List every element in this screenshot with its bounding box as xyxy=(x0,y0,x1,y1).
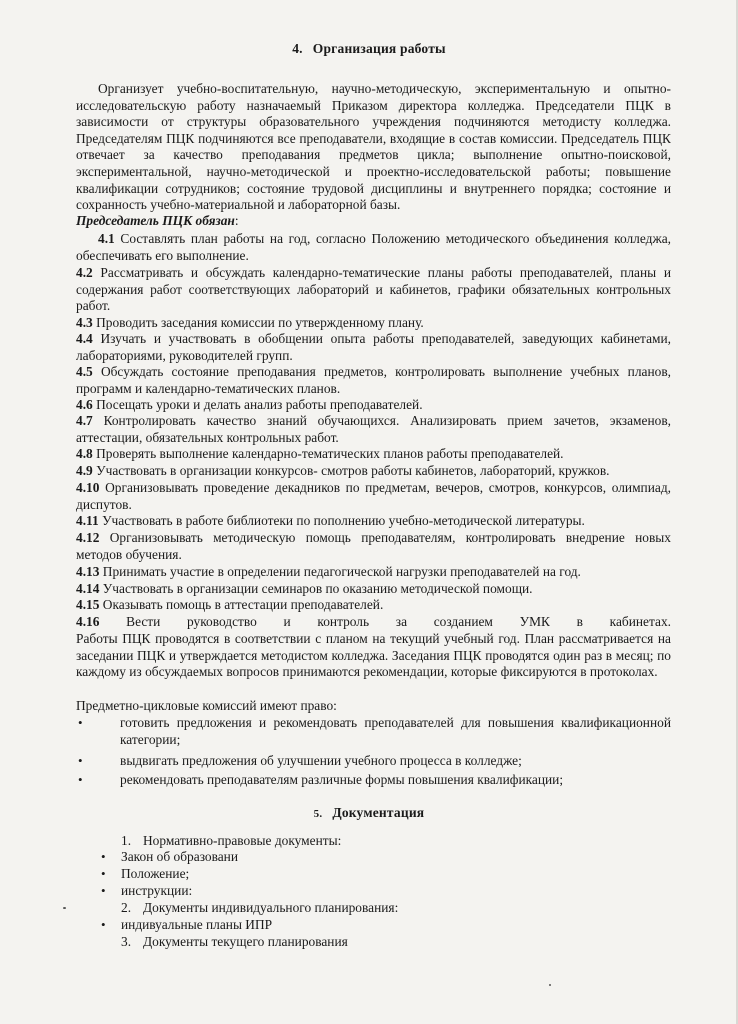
duty-item-text: Участвовать в работе библиотеки по пополнению учебно-методической литературы. xyxy=(102,513,585,528)
duty-item-text: Проверять выполнение календарно-тематических планов работы преподавателей. xyxy=(96,446,564,461)
duty-item-text: Участвовать в организации семинаров по оказанию методической помощи. xyxy=(102,581,533,596)
section-5-title: Документация xyxy=(332,805,425,820)
duty-item xyxy=(76,265,671,315)
duty-item xyxy=(76,446,671,463)
section-4-heading xyxy=(0,41,738,57)
duty-item-number: 4.10 xyxy=(76,480,100,495)
duty-item xyxy=(76,614,671,631)
duty-item-number: 4.9 xyxy=(76,463,93,478)
duty-item-text: Составлять план работы на год, согласно Положению методического объединения колледжа, обеспечивать его выполнение. xyxy=(76,231,671,263)
duty-item-text: Участвовать в организации конкурсов- смотров работы кабинетов, лабораторий, кружков. xyxy=(96,463,610,478)
duty-item-number: 4.8 xyxy=(76,446,93,461)
doc-group-text: Нормативно-правовые документы: xyxy=(143,833,342,848)
rights-item-text: рекомендовать преподавателям различные формы повышения квалификации; xyxy=(120,772,564,787)
duty-item-number: 4.6 xyxy=(76,397,93,412)
duty-item-number: 4.13 xyxy=(76,564,100,579)
duty-item xyxy=(76,564,671,581)
duty-item-number: 4.12 xyxy=(76,530,100,545)
bullet-icon: • xyxy=(78,715,83,730)
duty-item-text: Принимать участие в определении педагогической нагрузки преподавателей на год. xyxy=(102,564,581,579)
bullet-icon: • xyxy=(78,772,83,787)
duty-item-text: Оказывать помощь в аттестации преподавателей. xyxy=(102,597,384,612)
duty-item xyxy=(76,530,671,563)
bullet-icon: • xyxy=(101,883,106,898)
duty-item-text: Обсуждать состояние преподавания предметов, контролировать выполнение учебных планов, программ и календарно-тематических планов. xyxy=(76,364,671,396)
doc-group-number: 2. xyxy=(121,900,132,915)
duty-item-number: 4.11 xyxy=(76,513,99,528)
scan-speck xyxy=(63,907,66,909)
work-paragraph xyxy=(76,631,671,681)
duty-item xyxy=(76,581,671,598)
section-5-number: 5. xyxy=(313,808,323,820)
doc-bullet xyxy=(101,883,681,900)
doc-bullet xyxy=(101,917,681,934)
doc-group-title xyxy=(121,900,681,917)
duty-item xyxy=(76,364,671,397)
rights-item xyxy=(78,753,671,770)
rights-item xyxy=(78,772,671,789)
rights-item-text: готовить предложения и рекомендовать преподавателей для повышения квалификационной категории; xyxy=(120,715,671,747)
duty-item xyxy=(76,480,671,513)
duty-item xyxy=(76,463,671,480)
doc-group-title xyxy=(121,934,681,951)
duty-item-number: 4.3 xyxy=(76,315,93,330)
doc-bullet xyxy=(101,849,681,866)
duty-item-number: 4.7 xyxy=(76,413,93,428)
duty-item-number: 4.1 xyxy=(98,231,115,246)
duty-item-text: Вести руководство и контроль за созданием УМК в кабинетах. xyxy=(126,614,671,629)
duty-item xyxy=(76,513,671,530)
doc-bullet-text: Положение; xyxy=(121,866,190,881)
bullet-icon: • xyxy=(101,917,106,932)
duty-heading-line xyxy=(76,213,671,230)
intro-text: Организует учебно-воспитательную, научно-методическую, экспериментальную и опытно-исследовательскую работу назначаемый Приказом директора колледжа. Председатели ПЦК в зависимости от структуры образовательного учреждения подчиняются методисту колледжа. Председателям ПЦК подчиняются все преподаватели, входящие в состав комиссии. Председатель ПЦК отвечает за качество преподавания предметов цикла; выполнение опытно-поисковой, экспериментальной, научно-методической и проектно-исследовательской работы; повышение квалификации сотрудников; состояние трудовой дисциплины и внутреннего порядка; состояние и сохранность учебно-материальной и лабораторной базы. xyxy=(76,81,671,213)
duty-item-number: 4.2 xyxy=(76,265,93,280)
doc-group-number: 3. xyxy=(121,934,132,949)
rights-intro-text: Предметно-цикловые комиссий имеют право: xyxy=(76,698,337,713)
work-text: Работы ПЦК проводятся в соответствии с планом на текущий учебный год. План рассматривается на заседании ПЦК и утверждается методистом колледжа. Заседания ПЦК проводятся один раз в месяц; по каждому из обсуждаемых вопросов принимаются рекомендации, которые фиксируются в протоколах. xyxy=(76,631,671,680)
section-5-heading xyxy=(0,805,738,821)
duty-item-number: 4.15 xyxy=(76,597,100,612)
doc-bullet-text: инструкции: xyxy=(121,883,193,898)
duty-item-number: 4.5 xyxy=(76,364,93,379)
doc-group-number: 1. xyxy=(121,833,132,848)
rights-item-text: выдвигать предложения об улучшении учебного процесса в колледже; xyxy=(120,753,522,768)
rights-item xyxy=(78,715,671,748)
doc-group-text: Документы индивидуального планирования: xyxy=(143,900,399,915)
bullet-icon: • xyxy=(101,866,106,881)
duty-item-text: Посещать уроки и делать анализ работы преподавателей. xyxy=(96,397,423,412)
doc-bullet-text: Закон об образовани xyxy=(121,849,239,864)
duty-heading: Председатель ПЦК обязан xyxy=(76,213,235,228)
duty-item xyxy=(76,331,671,364)
section-4-number: 4. xyxy=(292,41,303,56)
intro-paragraph xyxy=(76,81,671,214)
duty-item xyxy=(76,597,671,614)
duty-item-number: 4.4 xyxy=(76,331,93,346)
doc-group-title xyxy=(121,833,681,850)
duty-colon: : xyxy=(234,213,239,228)
duty-item-text: Организовывать методическую помощь преподавателям, контролировать внедрение новых методов обучения. xyxy=(76,530,671,562)
doc-group-text: Документы текущего планирования xyxy=(143,934,348,949)
bullet-icon: • xyxy=(78,753,83,768)
duty-item-text: Организовывать проведение декадников по предметам, вечеров, смотров, конкурсов, олимпиад, диспутов. xyxy=(76,480,671,512)
section-4-title: Организация работы xyxy=(312,41,446,56)
duty-item-number: 4.16 xyxy=(76,614,100,629)
duty-item-text: Проводить заседания комиссии по утвержденному плану. xyxy=(96,315,424,330)
rights-intro xyxy=(76,698,671,715)
scan-speck xyxy=(549,984,551,986)
duty-item-text: Изучать и участвовать в обобщении опыта работы преподавателей, заведующих кабинетами, лабораториями, руководителей групп. xyxy=(76,331,671,363)
doc-bullet xyxy=(101,866,681,883)
duty-item xyxy=(76,231,671,264)
bullet-icon: • xyxy=(101,849,106,864)
duty-item-number: 4.14 xyxy=(76,581,100,596)
duty-item xyxy=(76,413,671,446)
duty-item xyxy=(76,397,671,414)
duty-item xyxy=(76,315,671,332)
duty-item-text: Контролировать качество знаний обучающихся. Анализировать прием зачетов, экзаменов, аттестации, обязательных контрольных работ. xyxy=(76,413,671,445)
duty-item-text: Рассматривать и обсуждать календарно-тематические планы работы преподавателей, планы и содержания работ соответствующих лабораторий и кабинетов, графики обязательных контрольных работ. xyxy=(76,265,671,314)
doc-bullet-text: индивуальные планы ИПР xyxy=(121,917,273,932)
